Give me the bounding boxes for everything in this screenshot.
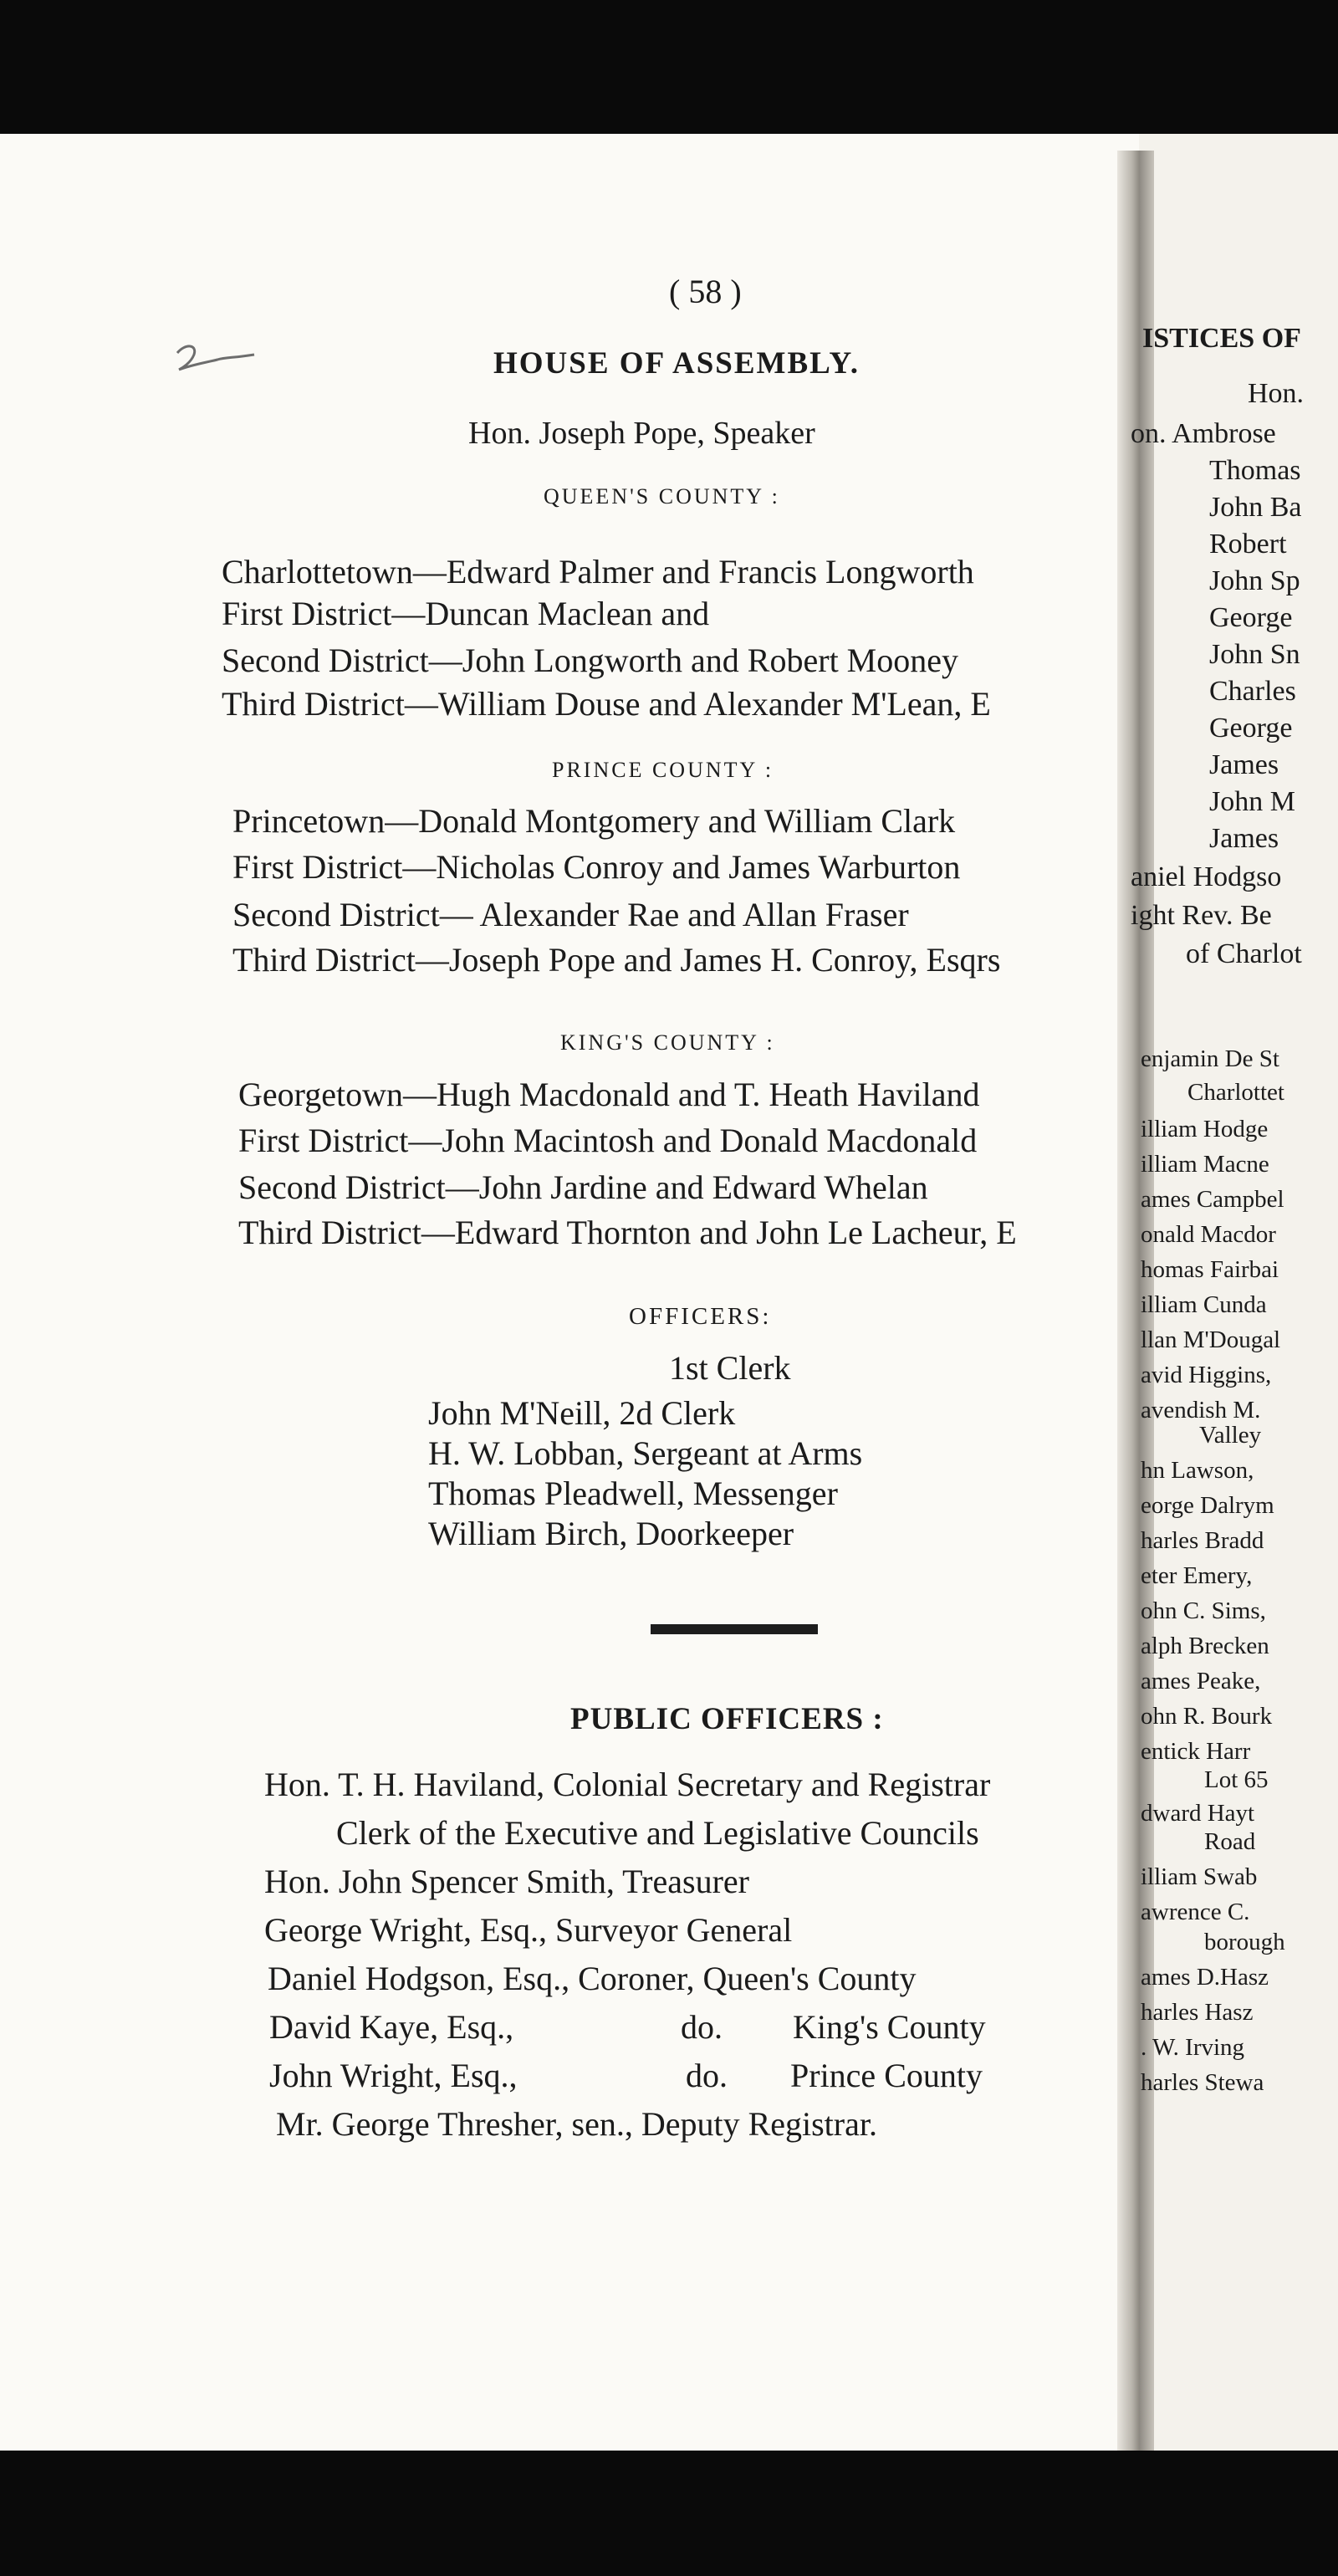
facing-page-line: George xyxy=(1209,602,1293,633)
county-heading: PRINCE COUNTY : xyxy=(552,758,774,782)
facing-page-line: alph Brecken xyxy=(1141,1633,1269,1659)
public-officer-line: Hon. John Spencer Smith, Treasurer xyxy=(264,1863,749,1900)
section-divider xyxy=(651,1624,818,1634)
facing-page-line: avendish M. xyxy=(1141,1397,1261,1423)
district-line: Third District—Joseph Pope and James H. Conroy, Esqrs xyxy=(232,941,1001,979)
first-clerk-line: 1st Clerk xyxy=(669,1349,791,1387)
public-officer-county: Prince County xyxy=(790,2057,983,2094)
district-line: First District—Duncan Maclean and xyxy=(222,595,710,632)
public-officer-line: George Wright, Esq., Surveyor General xyxy=(264,1911,793,1949)
facing-page-line: aniel Hodgso xyxy=(1131,861,1282,892)
facing-page-line: John M xyxy=(1209,786,1295,817)
facing-page-line: ISTICES OF xyxy=(1142,323,1301,354)
county-heading: QUEEN'S COUNTY : xyxy=(544,484,780,509)
facing-page-line: llan M'Dougal xyxy=(1141,1326,1281,1353)
facing-page-line: homas Fairbai xyxy=(1141,1256,1279,1283)
district-line: Charlottetown—Edward Palmer and Francis Longworth xyxy=(222,553,974,590)
facing-page-line: Valley xyxy=(1199,1422,1262,1449)
facing-page-line: of Charlot xyxy=(1186,938,1302,969)
facing-page-line: Robert xyxy=(1209,529,1287,560)
public-officer-line: Hon. T. H. Haviland, Colonial Secretary and Registrar xyxy=(264,1766,991,1803)
facing-page-line: illiam Swab xyxy=(1141,1863,1258,1890)
facing-page-line: George xyxy=(1209,713,1293,744)
public-officer-name: David Kaye, Esq., xyxy=(269,2008,514,2046)
facing-page-line: James xyxy=(1209,823,1279,854)
facing-page-line: ohn R. Bourk xyxy=(1141,1703,1273,1730)
facing-page-line: harles Bradd xyxy=(1141,1527,1264,1554)
ditto-mark: do. xyxy=(686,2057,728,2094)
facing-page-line: on. Ambrose xyxy=(1131,418,1276,449)
speaker-line: Hon. Joseph Pope, Speaker xyxy=(468,416,815,451)
facing-page-line: John Sp xyxy=(1209,565,1300,596)
facing-page-line: onald Macdor xyxy=(1141,1221,1276,1248)
county-heading: KING'S COUNTY : xyxy=(560,1030,775,1055)
facing-page-line: ames Campbel xyxy=(1141,1186,1284,1213)
page-number: ( 58 ) xyxy=(669,273,742,310)
facing-page-line: eter Emery, xyxy=(1141,1562,1253,1589)
facing-page-line: Charlottet xyxy=(1187,1079,1284,1106)
facing-page-line: harles Hasz xyxy=(1141,1999,1254,2026)
district-line: Princetown—Donald Montgomery and William Clark xyxy=(232,802,956,840)
facing-page-line: Road xyxy=(1204,1828,1256,1855)
pencil-margin-mark xyxy=(167,335,268,376)
officer-line: John M'Neill, 2d Clerk xyxy=(428,1394,736,1432)
facing-page-line: John Sn xyxy=(1209,639,1300,670)
facing-page-line: Thomas xyxy=(1209,455,1301,486)
facing-page-line: hn Lawson, xyxy=(1141,1457,1254,1484)
public-officer-name: John Wright, Esq., xyxy=(269,2057,518,2094)
district-line: Georgetown—Hugh Macdonald and T. Heath Haviland xyxy=(238,1076,980,1113)
public-officer-line: Mr. George Thresher, sen., Deputy Registrar. xyxy=(276,2105,877,2143)
facing-page-line: dward Hayt xyxy=(1141,1800,1255,1827)
public-officer-line: Clerk of the Executive and Legislative Councils xyxy=(336,1814,979,1852)
district-line: First District—Nicholas Conroy and James Warburton xyxy=(232,848,961,886)
facing-page-line: Hon. xyxy=(1248,378,1305,409)
section-title: HOUSE OF ASSEMBLY. xyxy=(493,346,861,381)
officer-line: Thomas Pleadwell, Messenger xyxy=(428,1475,838,1512)
facing-page-line: eorge Dalrym xyxy=(1141,1492,1274,1519)
facing-page-line: harles Stewa xyxy=(1141,2069,1264,2096)
public-officer-line: Daniel Hodgson, Esq., Coroner, Queen's County xyxy=(268,1960,917,1997)
district-line: Third District—William Douse and Alexander M'Lean, E xyxy=(222,685,991,723)
facing-page-line: ames D.Hasz xyxy=(1141,1964,1269,1991)
officers-heading: OFFICERS: xyxy=(629,1303,772,1330)
facing-page-line: avid Higgins, xyxy=(1141,1362,1272,1388)
facing-page-line: awrence C. xyxy=(1141,1899,1250,1925)
district-line: First District—John Macintosh and Donald Macdonald xyxy=(238,1122,978,1159)
facing-page-line: entick Harr xyxy=(1141,1738,1251,1765)
district-line: Second District— Alexander Rae and Allan Fraser xyxy=(232,896,909,933)
facing-page-line: ight Rev. Be xyxy=(1131,900,1272,931)
facing-page-line: illiam Hodge xyxy=(1141,1116,1269,1142)
facing-page-line: . W. Irving xyxy=(1141,2034,1245,2061)
facing-page-line: Lot 65 xyxy=(1204,1766,1269,1793)
district-line: Third District—Edward Thornton and John Le Lacheur, E xyxy=(238,1214,1017,1251)
facing-page-line: illiam Macne xyxy=(1141,1151,1269,1178)
officer-line: H. W. Lobban, Sergeant at Arms xyxy=(428,1434,863,1472)
facing-page-line: John Ba xyxy=(1209,492,1302,523)
facing-page-line: ohn C. Sims, xyxy=(1141,1597,1266,1624)
facing-page-line: illiam Cunda xyxy=(1141,1291,1267,1318)
facing-page-line: enjamin De St xyxy=(1141,1045,1279,1072)
facing-page-line: Charles xyxy=(1209,676,1296,707)
district-line: Second District—John Jardine and Edward Whelan xyxy=(238,1168,928,1206)
ditto-mark: do. xyxy=(681,2008,723,2046)
public-officer-county: King's County xyxy=(793,2008,986,2046)
public-officers-heading: PUBLIC OFFICERS : xyxy=(570,1702,884,1736)
facing-page-line: borough xyxy=(1204,1929,1285,1955)
district-line: Second District—John Longworth and Robert Mooney xyxy=(222,641,958,679)
facing-page-line: ames Peake, xyxy=(1141,1668,1261,1694)
officer-line: William Birch, Doorkeeper xyxy=(428,1515,794,1552)
left-page xyxy=(0,134,1146,2451)
facing-page-line: James xyxy=(1209,749,1279,780)
